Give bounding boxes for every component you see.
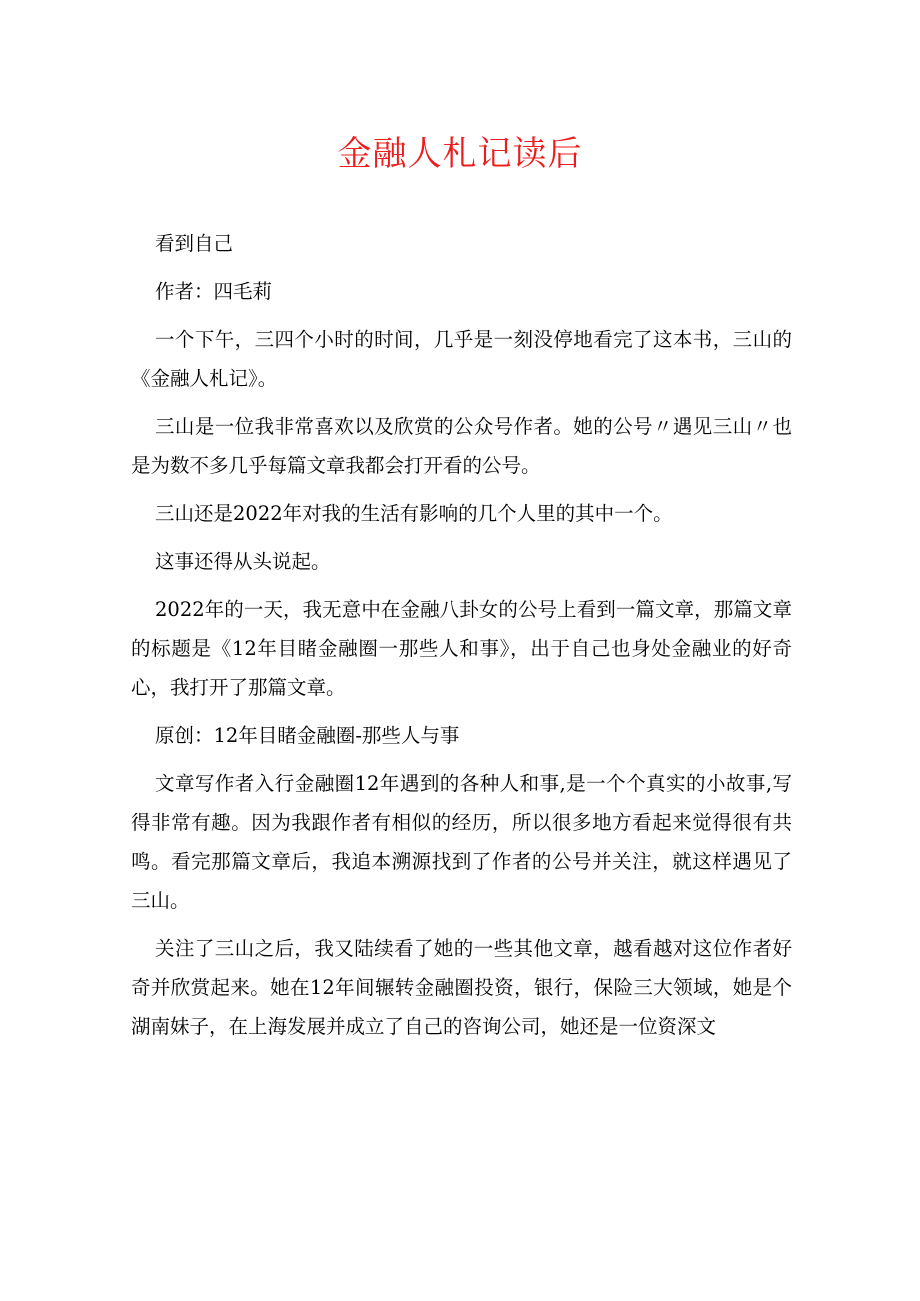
paragraph: 一个下午，三四个小时的时间，几乎是一刻没停地看完了这本书，三山的《金融人札记》。	[131, 328, 792, 390]
document-title: 金融人札记读后	[337, 134, 583, 174]
paragraph-article-reference: 原创：12年目睹金融圈-那些人与事	[155, 724, 460, 747]
paragraph: 文章写作者入行金融圈12年遇到的各种人和事,是一个个真实的小故事,写得非常有趣。因为我跟作者有相似的经历，所以很多地方看起来觉得很有共鸣。看完那篇文章后，我追本溯源找到了作者的公号并关注，就这样遇见了三山。	[131, 772, 792, 912]
paragraph: 这事还得从头说起。	[155, 550, 331, 573]
paragraph: 三山还是2022年对我的生活有影响的几个人里的其中一个。	[155, 502, 673, 525]
paragraph: 三山是一位我非常喜欢以及欣赏的公众号作者。她的公号〃遇见三山〃也是为数不多几乎每篇文章我都会打开看的公号。	[131, 415, 792, 477]
paragraph-section-heading: 看到自己	[155, 232, 234, 255]
paragraph: 2022年的一天，我无意中在金融八卦女的公号上看到一篇文章，那篇文章的标题是《12年目睹金融圈一那些人和事》，出于自己也身处金融业的好奇心，我打开了那篇文章。	[131, 598, 792, 699]
document-body	[131, 224, 792, 1055]
paragraph: 关注了三山之后，我又陆续看了她的一些其他文章，越看越对这位作者好奇并欣赏起来。她在12年间辗转金融圈投资，银行，保险三大领域，她是个湖南妹子，在上海发展并成立了自己的咨询公司，她还是一位资深文	[131, 937, 792, 1038]
paragraph-author-line: 作者：四毛莉	[155, 280, 273, 303]
